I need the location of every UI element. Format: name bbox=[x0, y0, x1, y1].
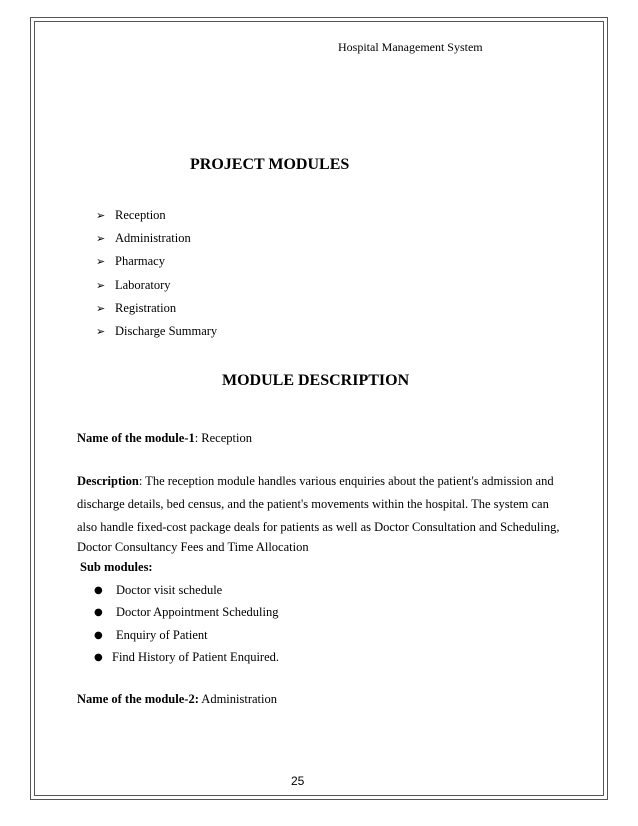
list-item: ● Find History of Patient Enquired. bbox=[94, 650, 279, 665]
list-item: ➢ Reception bbox=[96, 208, 166, 223]
page-border-inner bbox=[34, 21, 604, 796]
bullet-icon: ● bbox=[94, 584, 103, 596]
project-modules-heading: PROJECT MODULES bbox=[190, 156, 350, 173]
description-line-1: Description: The reception module handles various enquiries about the patient's admission and bbox=[77, 474, 554, 488]
project-modules-list bbox=[96, 204, 217, 343]
list-item: ➢ Registration bbox=[96, 300, 177, 315]
arrow-bullet-icon: ➢ bbox=[96, 278, 106, 292]
description-line-3: also handle fixed-cost package deals for patients as well as Doctor Consultation and Scheduling, bbox=[77, 520, 560, 534]
arrow-bullet-icon: ➢ bbox=[96, 255, 106, 269]
bullet-icon: ● bbox=[94, 652, 103, 664]
list-item: ● Enquiry of Patient bbox=[94, 627, 208, 642]
submodules-list bbox=[94, 579, 279, 669]
bullet-icon: ● bbox=[94, 629, 103, 641]
arrow-bullet-icon: ➢ bbox=[96, 325, 106, 339]
description-line-4: Doctor Consultancy Fees and Time Allocation bbox=[77, 540, 309, 554]
submodules-label: Sub modules: bbox=[80, 560, 153, 574]
list-item: ➢ Administration bbox=[96, 231, 191, 246]
list-item: ➢ Pharmacy bbox=[96, 254, 165, 269]
arrow-bullet-icon: ➢ bbox=[96, 209, 106, 223]
list-item: ● Doctor Appointment Scheduling bbox=[94, 605, 279, 620]
running-header: Hospital Management System bbox=[338, 40, 483, 54]
list-item: ● Doctor visit schedule bbox=[94, 582, 223, 597]
module2-name-line: Name of the module-2: Administration bbox=[77, 692, 277, 706]
module1-name-line: Name of the module-1: Reception bbox=[77, 431, 252, 445]
list-item: ➢ Laboratory bbox=[96, 277, 171, 292]
bullet-icon: ● bbox=[94, 607, 103, 619]
arrow-bullet-icon: ➢ bbox=[96, 232, 106, 246]
description-line-2: discharge details, bed census, and the patient's movements within the hospital. The system can bbox=[77, 497, 549, 511]
page-number: 25 bbox=[291, 774, 305, 788]
list-item: ➢ Discharge Summary bbox=[96, 324, 218, 339]
module-description-heading: MODULE DESCRIPTION bbox=[222, 372, 410, 389]
arrow-bullet-icon: ➢ bbox=[96, 301, 106, 315]
